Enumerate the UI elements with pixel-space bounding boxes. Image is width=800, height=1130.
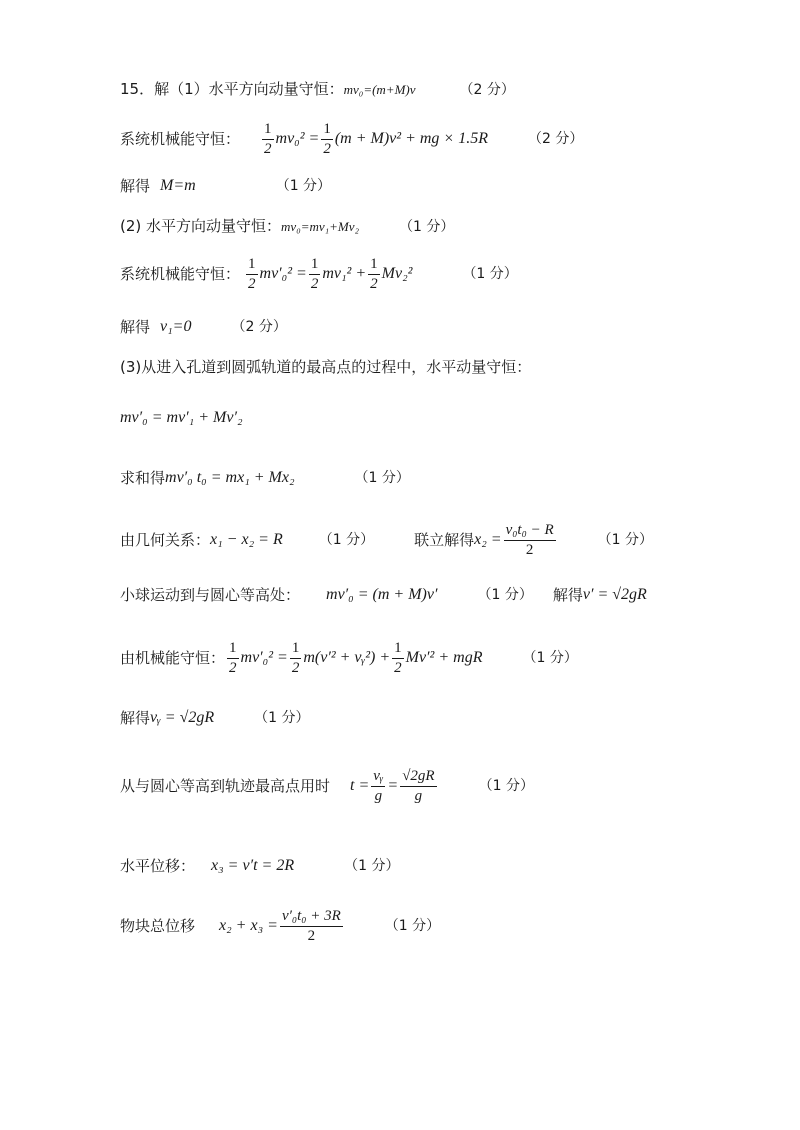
fraction: $\frac{1}{2}$ bbox=[291, 640, 300, 676]
equation: mv₀=(m+M)v bbox=[343, 82, 416, 97]
line-label: 解得 bbox=[120, 176, 151, 195]
fraction: $\frac{1}{2}$ bbox=[248, 256, 256, 292]
score: （1 分） bbox=[318, 532, 375, 548]
equation: m(v′² + vᵧ²) + bbox=[303, 649, 391, 666]
equals: = bbox=[387, 777, 399, 794]
score: （1 分） bbox=[399, 218, 455, 235]
fraction: $\frac{\text{v′₀t₀ + 3R}}{2}$ bbox=[281, 908, 341, 944]
line-energy-conservation-1 bbox=[120, 121, 583, 157]
line-solve-vy bbox=[120, 710, 310, 726]
line-solve-m bbox=[120, 178, 331, 194]
equation-2: v′ = √2gR bbox=[582, 586, 647, 603]
line-solve-v1 bbox=[120, 319, 287, 335]
fraction: $\frac{1}{2}$ bbox=[264, 121, 272, 157]
score: （1 分） bbox=[478, 778, 534, 794]
equation-2: x₂ = bbox=[474, 531, 502, 548]
equation: (m + M)v² + mg × 1.5R bbox=[334, 130, 488, 147]
line-geometry bbox=[120, 522, 653, 558]
line-momentum-eq bbox=[120, 410, 243, 426]
equation: t = bbox=[350, 777, 370, 794]
score: （2 分） bbox=[527, 131, 584, 147]
equation: vᵧ = √2gR bbox=[150, 709, 215, 726]
equation: Mv′² + mgR bbox=[405, 649, 483, 666]
fraction: $\frac{\text{v₀t₀ − R}}{2}$ bbox=[505, 522, 554, 558]
score: （1 分） bbox=[522, 650, 578, 666]
line-label: 物块总位移 bbox=[120, 916, 196, 935]
line-label-2: 解得 bbox=[552, 585, 583, 604]
line-label: 由几何关系： bbox=[120, 530, 211, 549]
line-label-2: 联立解得 bbox=[414, 530, 475, 549]
equation: mv₀=mv₁+Mv₂ bbox=[281, 219, 360, 234]
fraction: $\frac{1}{2}$ bbox=[370, 256, 378, 292]
score: （2 分） bbox=[459, 81, 515, 98]
score-2: （1 分） bbox=[597, 532, 653, 548]
score: （1 分） bbox=[477, 587, 533, 603]
equation: mv′₀ = (m + M)v′ bbox=[326, 586, 438, 603]
line-label: 系统机械能守恒： bbox=[120, 264, 241, 283]
equation: v₁=0 bbox=[160, 318, 192, 335]
fraction: $\frac{1}{2}$ bbox=[323, 121, 331, 157]
equation: Mv₂² bbox=[381, 265, 413, 282]
line-label: 解得 bbox=[120, 708, 151, 727]
equation: x₂ + x₃ = bbox=[219, 917, 278, 934]
score: （1 分） bbox=[354, 470, 410, 486]
line-label: 从与圆心等高到轨迹最高点用时 bbox=[120, 776, 331, 795]
fraction: $\frac{1}{2}$ bbox=[310, 256, 319, 292]
line-label: 15．解（1）水平方向动量守恒： bbox=[120, 80, 344, 98]
line-label: (3)从进入孔道到圆弧轨道的最高点的过程中，水平动量守恒： bbox=[120, 358, 532, 376]
line-sum bbox=[120, 470, 410, 486]
line-label: 解得 bbox=[120, 317, 151, 336]
fraction: $\frac{1}{2}$ bbox=[394, 640, 402, 676]
fraction: $\frac{1}{2}$ bbox=[229, 640, 237, 676]
line-label: 求和得 bbox=[120, 468, 166, 487]
equation: x₃ = v′t = 2R bbox=[211, 857, 295, 874]
line-label: 系统机械能守恒： bbox=[120, 129, 241, 148]
equation: mv₀² = bbox=[275, 130, 320, 147]
line-energy-conservation-2 bbox=[120, 256, 518, 292]
fraction: $\frac{√2gR}{g}$ bbox=[402, 768, 435, 804]
line-q15-part3 bbox=[120, 360, 531, 375]
line-q15-part2 bbox=[120, 219, 454, 234]
equation: mv′₀ = mv′₁ + Mv′₂ bbox=[120, 409, 243, 426]
line-time bbox=[120, 768, 534, 804]
line-label: (2) 水平方向动量守恒： bbox=[120, 217, 282, 235]
equation: mv′₀ t₀ = mx₁ + Mx₂ bbox=[165, 469, 295, 486]
line-horizontal-displacement bbox=[120, 858, 399, 874]
score: （1 分） bbox=[254, 710, 310, 726]
line-energy-conservation-3 bbox=[120, 640, 578, 676]
score: （1 分） bbox=[384, 918, 441, 934]
score: （1 分） bbox=[275, 178, 332, 194]
equation: mv′₀² = bbox=[240, 649, 288, 666]
line-q15-part1 bbox=[120, 82, 515, 97]
fraction: $\frac{\text{vᵧ}}{g}$ bbox=[373, 768, 384, 804]
equation: M=m bbox=[160, 177, 196, 194]
line-label: 由机械能守恒： bbox=[120, 648, 226, 667]
equation: mv₁² + bbox=[322, 265, 367, 282]
line-same-height bbox=[120, 587, 647, 603]
equation: x₁ − x₂ = R bbox=[210, 531, 283, 548]
line-label: 水平位移： bbox=[120, 856, 196, 875]
score: （2 分） bbox=[231, 319, 287, 335]
equation: mv′₀² = bbox=[259, 265, 307, 282]
line-total-displacement bbox=[120, 908, 440, 944]
line-label: 小球运动到与圆心等高处： bbox=[120, 585, 301, 604]
score: （1 分） bbox=[344, 858, 400, 874]
score: （1 分） bbox=[462, 266, 518, 282]
